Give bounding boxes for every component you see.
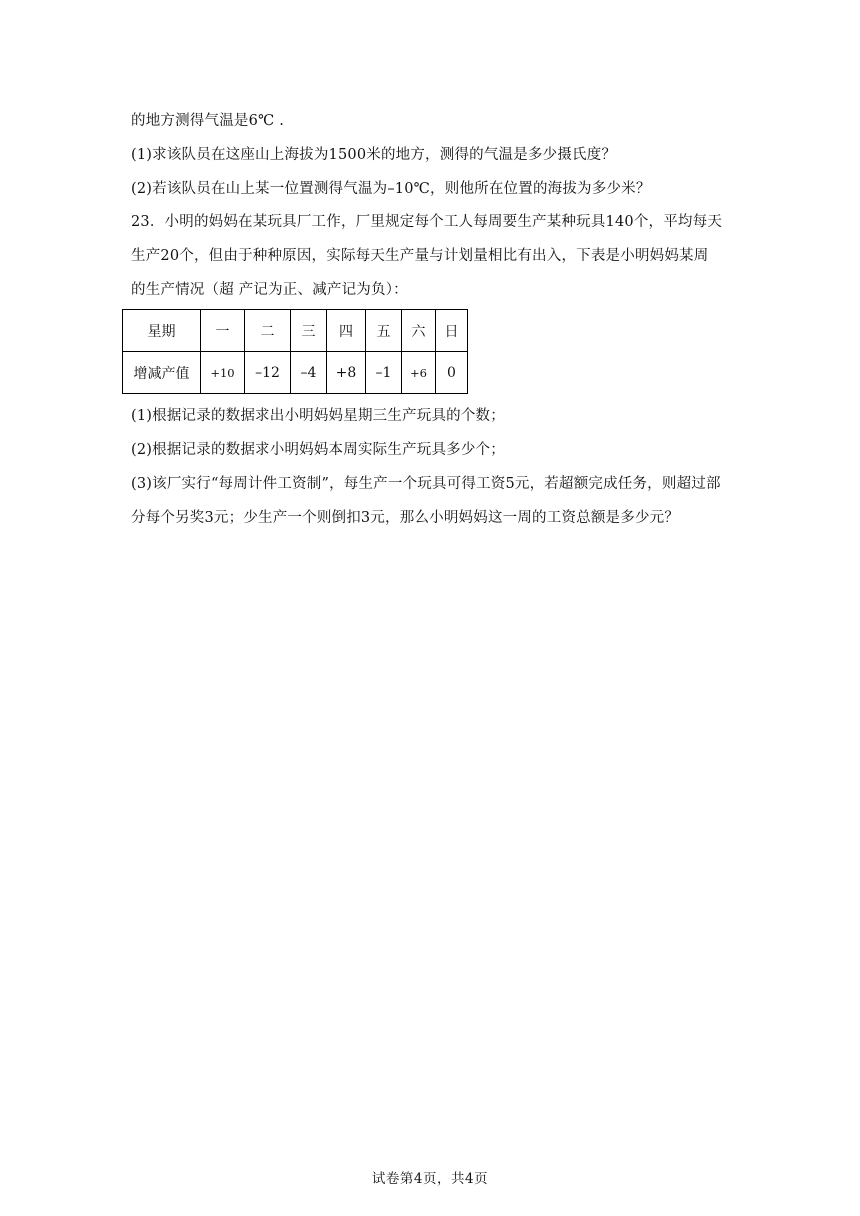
value-cell: +8 <box>327 352 366 394</box>
day-cell: 日 <box>436 310 468 352</box>
table-header-cell: 星期 <box>123 310 201 352</box>
question-23-part-1: (1)根据记录的数据求出小明妈妈星期三生产玩具的个数； <box>131 408 505 424</box>
value-cell: +10 <box>201 352 245 394</box>
sub-question-2: (2)若该队员在山上某一位置测得气温为–10℃，则他所在位置的海拔为多少米？ <box>131 181 651 197</box>
sub-question-1: (1)求该队员在这座山上海拔为1500米的地方，测得的气温是多少摄氏度？ <box>131 147 617 163</box>
question-23-part-2: (2)根据记录的数据求小明妈妈本周实际生产玩具多少个； <box>131 442 505 458</box>
question-23-line-3: 的生产情况（超 产记为正、减产记为负）： <box>131 282 408 298</box>
value-cell: –1 <box>366 352 402 394</box>
question-23-line-2: 生产20个，但由于种种原因，实际每天生产量与计划量相比有出入，下表是小明妈妈某周 <box>131 248 709 264</box>
value-cell: +6 <box>402 352 436 394</box>
question-23-line-1: 23．小明的妈妈在某玩具厂工作，厂里规定每个工人每周要生产某种玩具140个，平均每天 <box>131 214 723 230</box>
table-row <box>123 352 468 394</box>
day-cell: 三 <box>291 310 327 352</box>
question-text-line: 的地方测得气温是6℃ . <box>131 113 285 129</box>
production-table <box>122 309 468 394</box>
day-cell: 六 <box>402 310 436 352</box>
table-header-cell: 增减产值 <box>123 352 201 394</box>
value-cell: –4 <box>291 352 327 394</box>
question-23-part-3-line-2: 分每个另奖3元；少生产一个则倒扣3元，那么小明妈妈这一周的工资总额是多少元？ <box>131 510 680 526</box>
page-footer: 试卷第4页，共4页 <box>371 1171 489 1187</box>
value-cell: –12 <box>245 352 291 394</box>
table-row <box>123 310 468 352</box>
question-23-part-3-line-1: (3)该厂实行“每周计件工资制”，每生产一个玩具可得工资5元，若超额完成任务，则超过部 <box>131 476 721 492</box>
day-cell: 四 <box>327 310 366 352</box>
day-cell: 一 <box>201 310 245 352</box>
day-cell: 五 <box>366 310 402 352</box>
day-cell: 二 <box>245 310 291 352</box>
value-cell: 0 <box>436 352 468 394</box>
